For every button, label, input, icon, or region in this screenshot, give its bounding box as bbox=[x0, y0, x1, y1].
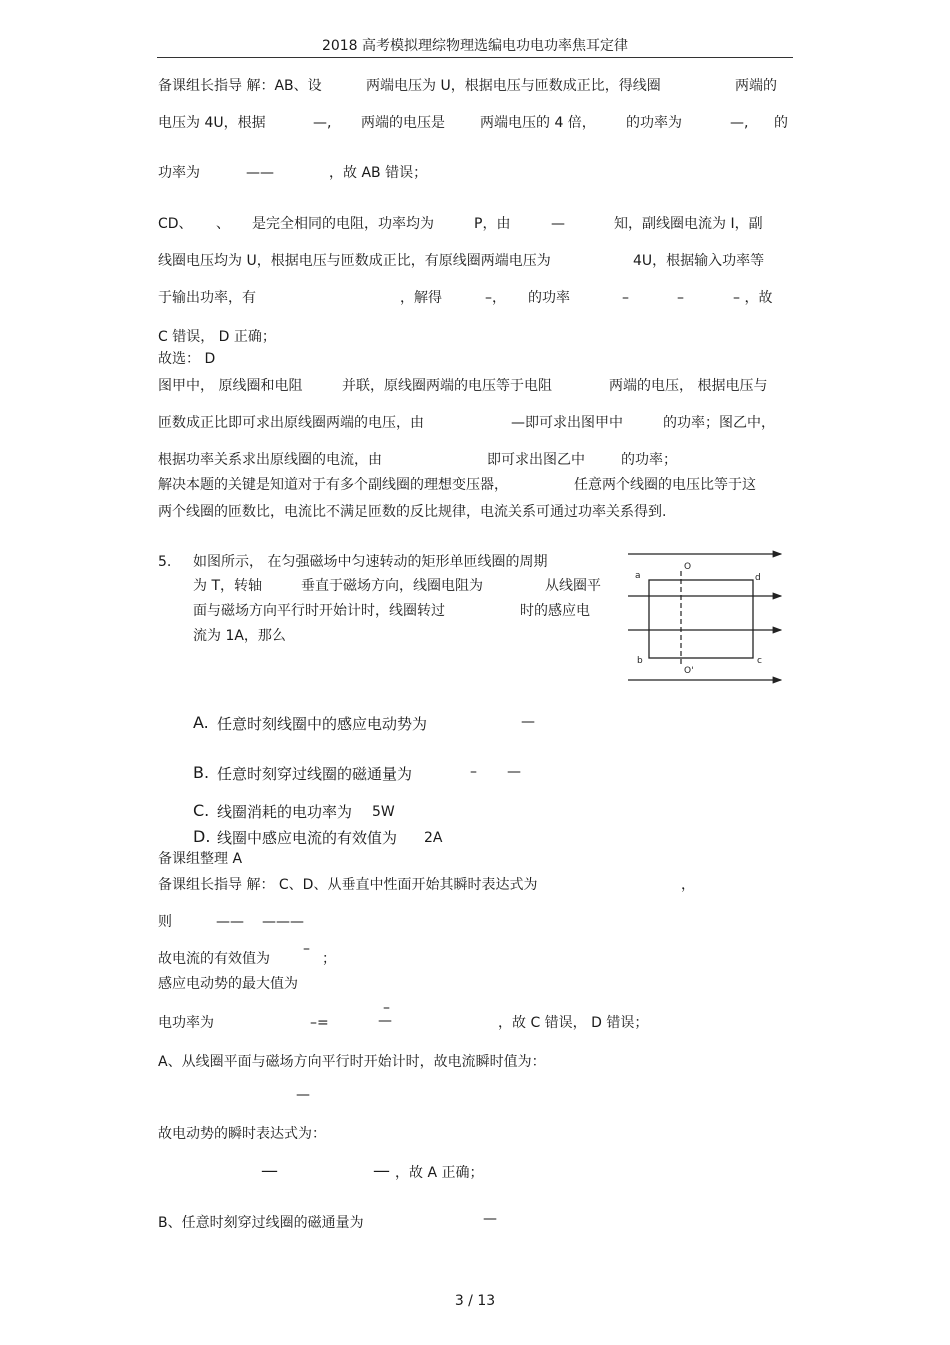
solution-line: A、从线圈平面与磁场方向平行时开始计时，故电流瞬时值为： bbox=[158, 1054, 546, 1070]
option-formula: — bbox=[507, 764, 521, 780]
text-line: 图甲中， 原线圈和电阻 bbox=[158, 378, 303, 394]
solution-formula: — bbox=[373, 1161, 390, 1181]
text-line: 两端的电压， 根据电压与 bbox=[609, 378, 768, 394]
option-text: 任意时刻穿过线圈的磁通量为 bbox=[217, 765, 413, 783]
label-d: d bbox=[755, 573, 761, 583]
question-text: 为 T，转轴 bbox=[193, 578, 263, 594]
option-formula: – bbox=[470, 764, 477, 780]
text-line: —, bbox=[730, 115, 749, 131]
solution-formula: ——— bbox=[262, 914, 304, 930]
text-line: 两端的电压是 bbox=[361, 115, 445, 131]
text-line: 备课组长指导 解：AB、设 bbox=[158, 78, 322, 94]
text-line: –， bbox=[485, 290, 506, 306]
coil-diagram bbox=[623, 545, 788, 685]
text-line: 的功率；图乙中， bbox=[663, 415, 775, 431]
question-text: 从线圈平 bbox=[545, 578, 601, 594]
question-text: 垂直于磁场方向，线圈电阻为 bbox=[301, 578, 483, 594]
question-text: 时的感应电 bbox=[520, 603, 590, 619]
text-line: 的功率； bbox=[621, 452, 677, 468]
text-line: — bbox=[551, 216, 565, 232]
option-value: 2A bbox=[424, 830, 443, 846]
solution-line: ； bbox=[322, 951, 336, 967]
text-line: 、 bbox=[216, 216, 230, 232]
option-text: 线圈中感应电流的有效值为 bbox=[217, 829, 398, 847]
option-value: 5W bbox=[372, 804, 395, 820]
solution-formula: — bbox=[296, 1087, 310, 1103]
text-line: ，解得 bbox=[400, 290, 442, 306]
text-line: 两端电压的 4 倍， bbox=[480, 115, 596, 131]
text-line: P，由 bbox=[474, 216, 511, 232]
solution-formula: — bbox=[378, 1013, 392, 1029]
text-line: 根据功率关系求出原线圈的电流，由 bbox=[158, 452, 382, 468]
solution-formula: — bbox=[483, 1211, 497, 1227]
text-line: – bbox=[622, 290, 629, 306]
solution-formula: – bbox=[303, 941, 310, 957]
solution-line: ，故 A 正确； bbox=[395, 1165, 484, 1181]
option-letter: B. bbox=[193, 763, 210, 782]
text-line: 并联，原线圈两端的电压等于电阻 bbox=[342, 378, 552, 394]
text-line: – ，故 bbox=[733, 290, 773, 306]
solution-line: 故电动势的瞬时表达式为： bbox=[158, 1126, 326, 1142]
label-c: c bbox=[757, 656, 762, 666]
text-line: —, bbox=[313, 115, 332, 131]
solution-formula: —— bbox=[216, 914, 244, 930]
solution-line: 感应电动势的最大值为 bbox=[158, 976, 298, 992]
label-b: b bbox=[637, 656, 643, 666]
text-line: —— bbox=[246, 165, 274, 181]
page-header: 2018 高考模拟理综物理选编电功电功率焦耳定律 bbox=[321, 38, 629, 54]
text-line: C 错误， D 正确； bbox=[158, 329, 276, 345]
solution-formula: –= bbox=[310, 1015, 329, 1031]
option-text: 线圈消耗的电功率为 bbox=[217, 803, 353, 821]
text-line: 是完全相同的电阻，功率均为 bbox=[252, 216, 434, 232]
label-o-top: O bbox=[684, 562, 692, 572]
question-text: 流为 1A，那么 bbox=[193, 628, 286, 644]
solution-line: 备课组长指导 解： C、D、从垂直中性面开始其瞬时表达式为 bbox=[158, 877, 538, 893]
solution-formula: — bbox=[261, 1161, 278, 1181]
text-line: ，故 AB 错误； bbox=[329, 165, 428, 181]
solution-formula: – bbox=[383, 1000, 390, 1016]
text-line: 的功率 bbox=[528, 290, 570, 306]
solution-line: 故电流的有效值为 bbox=[158, 951, 270, 967]
solution-line: 则 bbox=[158, 914, 172, 930]
solution-line: 备课组整理 A bbox=[158, 851, 243, 867]
text-line: —即可求出图甲中 bbox=[511, 415, 623, 431]
question-text: 面与磁场方向平行时开始计时，线圈转过 bbox=[193, 603, 445, 619]
option-text: 任意时刻线圈中的感应电动势为 bbox=[217, 715, 428, 733]
text-line: 两个线圈的匝数比，电流比不满足匝数的反比规律，电流关系可通过功率关系得到. bbox=[158, 504, 667, 520]
option-letter: C. bbox=[193, 801, 210, 820]
solution-line: ， bbox=[681, 877, 695, 893]
text-line: CD、 bbox=[158, 216, 193, 232]
text-line: 线圈电压均为 U，根据电压与匝数成正比，有原线圈两端电压为 bbox=[158, 253, 551, 269]
solution-line: 电功率为 bbox=[158, 1015, 214, 1031]
solution-line: B、任意时刻穿过线圈的磁通量为 bbox=[158, 1215, 364, 1231]
option-letter: A. bbox=[193, 713, 209, 732]
solution-line: ，故 C 错误， D 错误； bbox=[498, 1015, 649, 1031]
page-number: 3 / 13 bbox=[454, 1293, 496, 1309]
question-text: 如图所示， 在匀强磁场中匀速转动的矩形单匝线圈的周期 bbox=[193, 554, 548, 570]
text-line: 于输出功率，有 bbox=[158, 290, 256, 306]
text-line: 两端的 bbox=[735, 78, 777, 94]
text-line: 任意两个线圈的电压比等于这 bbox=[574, 477, 756, 493]
text-line: 的 bbox=[774, 115, 788, 131]
text-line: 知，副线圈电流为 I，副 bbox=[614, 216, 763, 232]
option-letter: D. bbox=[193, 827, 211, 846]
text-line: – bbox=[677, 290, 684, 306]
text-line: 匝数成正比即可求出原线圈两端的电压，由 bbox=[158, 415, 424, 431]
label-o-bottom: O' bbox=[684, 666, 694, 676]
text-line: 电压为 4U，根据 bbox=[158, 115, 266, 131]
header-rule bbox=[157, 57, 793, 58]
question-number: 5. bbox=[158, 554, 172, 570]
text-line: 两端电压为 U，根据电压与匝数成正比，得线圈 bbox=[366, 78, 661, 94]
option-formula: — bbox=[521, 714, 535, 730]
text-line: 即可求出图乙中 bbox=[487, 452, 585, 468]
coil-rectangle bbox=[649, 580, 753, 658]
text-line: 4U，根据输入功率等 bbox=[633, 253, 765, 269]
text-line: 解决本题的关键是知道对于有多个副线圈的理想变压器， bbox=[158, 477, 508, 493]
label-a: a bbox=[635, 571, 641, 581]
text-line: 故选： D bbox=[158, 351, 216, 367]
text-line: 功率为 bbox=[158, 165, 200, 181]
text-line: 的功率为 bbox=[626, 115, 682, 131]
